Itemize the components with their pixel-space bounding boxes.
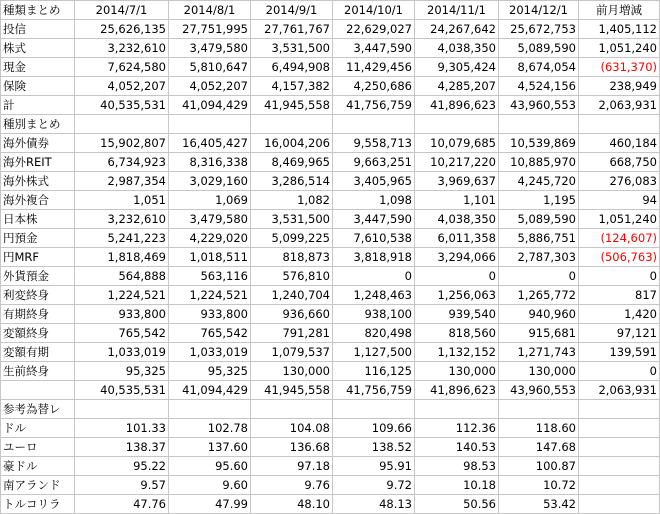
value-cell[interactable]: 4,285,207 xyxy=(415,77,499,96)
currency-label-cell[interactable]: トルコリラ xyxy=(1,495,75,514)
value-cell[interactable]: 3,531,500 xyxy=(251,210,333,229)
currency-label-cell[interactable]: ユーロ xyxy=(1,438,75,457)
total-value-cell[interactable]: 40,535,531 xyxy=(75,381,169,400)
empty-cell[interactable] xyxy=(579,419,660,438)
value-cell[interactable]: 4,038,350 xyxy=(415,39,499,58)
rate-cell[interactable]: 140.53 xyxy=(415,438,499,457)
value-cell[interactable]: 27,751,995 xyxy=(169,20,251,39)
currency-label-cell[interactable]: 豪ドル xyxy=(1,457,75,476)
total-value-cell[interactable]: 43,960,553 xyxy=(499,381,579,400)
rate-cell[interactable]: 95.60 xyxy=(169,457,251,476)
value-cell[interactable]: 4,038,350 xyxy=(415,210,499,229)
row-label-cell[interactable]: 保険 xyxy=(1,77,75,96)
currency-label-cell[interactable]: ドル xyxy=(1,419,75,438)
value-cell[interactable]: 10,217,220 xyxy=(415,153,499,172)
section-title-fx[interactable]: 参考為替レ xyxy=(1,400,75,419)
value-cell[interactable]: 22,629,027 xyxy=(333,20,415,39)
value-cell[interactable]: 10,539,869 xyxy=(499,134,579,153)
value-cell[interactable]: 933,800 xyxy=(169,305,251,324)
value-cell[interactable]: 3,818,918 xyxy=(333,248,415,267)
value-cell[interactable]: 1,195 xyxy=(499,191,579,210)
value-cell[interactable]: 818,560 xyxy=(415,324,499,343)
change-cell[interactable]: 139,591 xyxy=(579,343,660,362)
value-cell[interactable]: 25,626,135 xyxy=(75,20,169,39)
value-cell[interactable]: 1,098 xyxy=(333,191,415,210)
value-cell[interactable]: 3,479,580 xyxy=(169,210,251,229)
empty-cell[interactable] xyxy=(169,400,251,419)
value-cell[interactable]: 3,531,500 xyxy=(251,39,333,58)
change-cell[interactable]: 668,750 xyxy=(579,153,660,172)
value-cell[interactable]: 1,033,019 xyxy=(169,343,251,362)
empty-cell[interactable] xyxy=(579,457,660,476)
value-cell[interactable]: 3,294,066 xyxy=(415,248,499,267)
empty-cell[interactable] xyxy=(579,115,660,134)
header-row xyxy=(1,1,660,20)
table-row xyxy=(1,172,660,191)
total-value-cell[interactable]: 41,756,759 xyxy=(333,381,415,400)
fx-row xyxy=(1,419,660,438)
fx-row xyxy=(1,476,660,495)
row-label-cell[interactable]: 変額有期 xyxy=(1,343,75,362)
value-cell[interactable]: 1,256,063 xyxy=(415,286,499,305)
value-cell[interactable]: 1,051 xyxy=(75,191,169,210)
value-cell[interactable]: 15,902,807 xyxy=(75,134,169,153)
rate-cell[interactable]: 101.33 xyxy=(75,419,169,438)
value-cell[interactable]: 3,405,965 xyxy=(333,172,415,191)
rate-cell[interactable]: 147.68 xyxy=(499,438,579,457)
table-row xyxy=(1,229,660,248)
value-cell[interactable]: 1,224,521 xyxy=(75,286,169,305)
rate-cell[interactable]: 9.57 xyxy=(75,476,169,495)
value-cell[interactable]: 4,245,720 xyxy=(499,172,579,191)
section-row xyxy=(1,115,660,134)
rate-cell[interactable]: 137.60 xyxy=(169,438,251,457)
fx-row xyxy=(1,495,660,514)
row-label-cell[interactable]: 海外複合 xyxy=(1,191,75,210)
value-cell[interactable]: 3,232,610 xyxy=(75,39,169,58)
rate-cell[interactable]: 47.99 xyxy=(169,495,251,514)
value-cell[interactable]: 5,886,751 xyxy=(499,229,579,248)
value-cell[interactable]: 1,248,463 xyxy=(333,286,415,305)
empty-cell[interactable] xyxy=(415,400,499,419)
rate-cell[interactable]: 95.22 xyxy=(75,457,169,476)
value-cell[interactable]: 27,761,767 xyxy=(251,20,333,39)
change-cell[interactable]: 1,051,240 xyxy=(579,210,660,229)
value-cell[interactable]: 1,018,511 xyxy=(169,248,251,267)
row-label-cell[interactable]: 計 xyxy=(1,96,75,115)
row-label-cell[interactable]: 日本株 xyxy=(1,210,75,229)
value-cell[interactable]: 3,479,580 xyxy=(169,39,251,58)
value-cell[interactable]: 116,125 xyxy=(333,362,415,381)
table-row xyxy=(1,286,660,305)
date-header-cell[interactable]: 2014/7/1 xyxy=(75,1,169,20)
change-cell[interactable]: 94 xyxy=(579,191,660,210)
value-cell[interactable]: 7,624,580 xyxy=(75,58,169,77)
value-cell[interactable]: 10,885,970 xyxy=(499,153,579,172)
date-header-cell[interactable]: 2014/9/1 xyxy=(251,1,333,20)
value-cell[interactable]: 933,800 xyxy=(75,305,169,324)
row-label-cell[interactable]: 生前終身 xyxy=(1,362,75,381)
value-cell[interactable]: 0 xyxy=(415,267,499,286)
value-cell[interactable]: 41,094,429 xyxy=(169,96,251,115)
value-cell[interactable]: 1,082 xyxy=(251,191,333,210)
total-row xyxy=(1,381,660,400)
empty-cell[interactable] xyxy=(75,400,169,419)
value-cell[interactable]: 4,052,207 xyxy=(75,77,169,96)
rate-cell[interactable]: 9.72 xyxy=(333,476,415,495)
date-header-cell[interactable]: 2014/11/1 xyxy=(415,1,499,20)
total-value-cell[interactable]: 41,896,623 xyxy=(415,381,499,400)
rate-cell[interactable]: 136.68 xyxy=(251,438,333,457)
value-cell[interactable]: 8,316,338 xyxy=(169,153,251,172)
value-cell[interactable]: 9,305,424 xyxy=(415,58,499,77)
value-cell[interactable]: 6,494,908 xyxy=(251,58,333,77)
empty-cell[interactable] xyxy=(499,400,579,419)
value-cell[interactable]: 3,447,590 xyxy=(333,39,415,58)
value-cell[interactable]: 3,447,590 xyxy=(333,210,415,229)
value-cell[interactable]: 4,229,020 xyxy=(169,229,251,248)
currency-label-cell[interactable]: 南アランド xyxy=(1,476,75,495)
value-cell[interactable]: 576,810 xyxy=(251,267,333,286)
rate-cell[interactable]: 97.18 xyxy=(251,457,333,476)
rate-cell[interactable]: 10.18 xyxy=(415,476,499,495)
value-cell[interactable]: 1,224,521 xyxy=(169,286,251,305)
row-label-cell[interactable]: 有期終身 xyxy=(1,305,75,324)
empty-cell[interactable] xyxy=(579,400,660,419)
table-row xyxy=(1,362,660,381)
value-cell[interactable]: 41,756,759 xyxy=(333,96,415,115)
empty-cell[interactable] xyxy=(333,400,415,419)
rate-cell[interactable]: 53.42 xyxy=(499,495,579,514)
value-cell[interactable]: 0 xyxy=(333,267,415,286)
value-cell[interactable]: 939,540 xyxy=(415,305,499,324)
value-cell[interactable]: 6,734,923 xyxy=(75,153,169,172)
value-cell[interactable]: 4,157,382 xyxy=(251,77,333,96)
rate-cell[interactable]: 95.91 xyxy=(333,457,415,476)
value-cell[interactable]: 16,405,427 xyxy=(169,134,251,153)
value-cell[interactable]: 1,240,704 xyxy=(251,286,333,305)
row-label-cell[interactable]: 円預金 xyxy=(1,229,75,248)
value-cell[interactable]: 915,681 xyxy=(499,324,579,343)
row-label-cell[interactable]: 利変終身 xyxy=(1,286,75,305)
value-cell[interactable]: 41,945,558 xyxy=(251,96,333,115)
rate-cell[interactable]: 102.78 xyxy=(169,419,251,438)
empty-cell[interactable] xyxy=(333,115,415,134)
empty-cell[interactable] xyxy=(499,115,579,134)
rate-cell[interactable]: 109.66 xyxy=(333,419,415,438)
rate-cell[interactable]: 48.13 xyxy=(333,495,415,514)
rate-cell[interactable]: 112.36 xyxy=(415,419,499,438)
rate-cell[interactable]: 9.60 xyxy=(169,476,251,495)
change-cell[interactable]: 97,121 xyxy=(579,324,660,343)
table-row xyxy=(1,134,660,153)
change-cell[interactable]: 238,949 xyxy=(579,77,660,96)
value-cell[interactable]: 6,011,358 xyxy=(415,229,499,248)
section-title-types[interactable]: 種類まとめ xyxy=(1,1,75,20)
value-cell[interactable]: 7,610,538 xyxy=(333,229,415,248)
value-cell[interactable]: 9,558,713 xyxy=(333,134,415,153)
value-cell[interactable]: 1,101 xyxy=(415,191,499,210)
value-cell[interactable]: 8,469,965 xyxy=(251,153,333,172)
value-cell[interactable]: 1,132,152 xyxy=(415,343,499,362)
value-cell[interactable]: 4,250,686 xyxy=(333,77,415,96)
table-row xyxy=(1,20,660,39)
table-row xyxy=(1,191,660,210)
value-cell[interactable]: 2,987,354 xyxy=(75,172,169,191)
value-cell[interactable]: 11,429,456 xyxy=(333,58,415,77)
value-cell[interactable]: 9,663,251 xyxy=(333,153,415,172)
value-cell[interactable]: 5,089,590 xyxy=(499,210,579,229)
section-title-categories[interactable]: 種別まとめ xyxy=(1,115,75,134)
table-row xyxy=(1,324,660,343)
rate-cell[interactable]: 138.37 xyxy=(75,438,169,457)
table-row xyxy=(1,153,660,172)
change-cell[interactable]: 1,420 xyxy=(579,305,660,324)
value-cell[interactable]: 765,542 xyxy=(169,324,251,343)
value-cell[interactable]: 4,524,156 xyxy=(499,77,579,96)
value-cell[interactable]: 1,818,469 xyxy=(75,248,169,267)
change-cell[interactable]: 2,063,931 xyxy=(579,96,660,115)
value-cell[interactable]: 25,672,753 xyxy=(499,20,579,39)
rate-cell[interactable]: 10.72 xyxy=(499,476,579,495)
value-cell[interactable]: 24,267,642 xyxy=(415,20,499,39)
empty-cell[interactable] xyxy=(169,115,251,134)
total-row xyxy=(1,96,660,115)
value-cell[interactable]: 5,241,223 xyxy=(75,229,169,248)
change-header-cell[interactable]: 前月増減 xyxy=(579,1,660,20)
table-row xyxy=(1,267,660,286)
value-cell[interactable]: 1,265,772 xyxy=(499,286,579,305)
table-row xyxy=(1,58,660,77)
change-cell[interactable]: 276,083 xyxy=(579,172,660,191)
table-row xyxy=(1,39,660,58)
empty-cell[interactable] xyxy=(1,381,75,400)
value-cell[interactable]: 3,969,637 xyxy=(415,172,499,191)
value-cell[interactable]: 1,271,743 xyxy=(499,343,579,362)
rate-cell[interactable]: 138.52 xyxy=(333,438,415,457)
value-cell[interactable]: 5,089,590 xyxy=(499,39,579,58)
empty-cell[interactable] xyxy=(579,476,660,495)
change-cell[interactable]: 0 xyxy=(579,362,660,381)
change-cell[interactable]: (124,607) xyxy=(579,229,660,248)
value-cell[interactable]: 16,004,206 xyxy=(251,134,333,153)
table-row xyxy=(1,343,660,362)
empty-cell[interactable] xyxy=(251,400,333,419)
table-row xyxy=(1,77,660,96)
value-cell[interactable]: 940,960 xyxy=(499,305,579,324)
value-cell[interactable]: 5,810,647 xyxy=(169,58,251,77)
value-cell[interactable]: 3,286,514 xyxy=(251,172,333,191)
empty-cell[interactable] xyxy=(251,115,333,134)
change-cell[interactable]: (631,370) xyxy=(579,58,660,77)
value-cell[interactable]: 40,535,531 xyxy=(75,96,169,115)
row-label-cell[interactable]: 株式 xyxy=(1,39,75,58)
value-cell[interactable]: 95,325 xyxy=(169,362,251,381)
row-label-cell[interactable]: 外貨預金 xyxy=(1,267,75,286)
value-cell[interactable]: 1,033,019 xyxy=(75,343,169,362)
row-label-cell[interactable]: 海外REIT xyxy=(1,153,75,172)
empty-cell[interactable] xyxy=(579,438,660,457)
total-value-cell[interactable]: 41,945,558 xyxy=(251,381,333,400)
empty-cell[interactable] xyxy=(75,115,169,134)
empty-cell[interactable] xyxy=(579,495,660,514)
value-cell[interactable]: 3,029,160 xyxy=(169,172,251,191)
value-cell[interactable]: 938,100 xyxy=(333,305,415,324)
value-cell[interactable]: 791,281 xyxy=(251,324,333,343)
rate-cell[interactable]: 47.76 xyxy=(75,495,169,514)
total-value-cell[interactable]: 41,094,429 xyxy=(169,381,251,400)
value-cell[interactable]: 3,232,610 xyxy=(75,210,169,229)
section-row xyxy=(1,400,660,419)
total-change-cell[interactable]: 2,063,931 xyxy=(579,381,660,400)
value-cell[interactable]: 1,069 xyxy=(169,191,251,210)
table-row xyxy=(1,248,660,267)
row-label-cell[interactable]: 円MRF xyxy=(1,248,75,267)
change-cell[interactable]: 817 xyxy=(579,286,660,305)
value-cell[interactable]: 5,099,225 xyxy=(251,229,333,248)
row-label-cell[interactable]: 現金 xyxy=(1,58,75,77)
date-header-cell[interactable]: 2014/10/1 xyxy=(333,1,415,20)
value-cell[interactable]: 820,498 xyxy=(333,324,415,343)
value-cell[interactable]: 95,325 xyxy=(75,362,169,381)
value-cell[interactable]: 1,079,537 xyxy=(251,343,333,362)
value-cell[interactable]: 41,896,623 xyxy=(415,96,499,115)
fx-row xyxy=(1,438,660,457)
row-label-cell[interactable]: 変額終身 xyxy=(1,324,75,343)
rate-cell[interactable]: 100.87 xyxy=(499,457,579,476)
value-cell[interactable]: 563,116 xyxy=(169,267,251,286)
change-cell[interactable]: 1,405,112 xyxy=(579,20,660,39)
value-cell[interactable]: 936,660 xyxy=(251,305,333,324)
table-row xyxy=(1,305,660,324)
value-cell[interactable]: 10,079,685 xyxy=(415,134,499,153)
rate-cell[interactable]: 50.56 xyxy=(415,495,499,514)
value-cell[interactable]: 818,873 xyxy=(251,248,333,267)
row-label-cell[interactable]: 海外債券 xyxy=(1,134,75,153)
change-cell[interactable]: 0 xyxy=(579,267,660,286)
value-cell[interactable]: 130,000 xyxy=(251,362,333,381)
value-cell[interactable]: 2,787,303 xyxy=(499,248,579,267)
table-row xyxy=(1,210,660,229)
rate-cell[interactable]: 118.60 xyxy=(499,419,579,438)
change-cell[interactable]: (506,763) xyxy=(579,248,660,267)
value-cell[interactable]: 4,052,207 xyxy=(169,77,251,96)
value-cell[interactable]: 43,960,553 xyxy=(499,96,579,115)
value-cell[interactable]: 765,542 xyxy=(75,324,169,343)
rate-cell[interactable]: 104.08 xyxy=(251,419,333,438)
value-cell[interactable]: 564,888 xyxy=(75,267,169,286)
rate-cell[interactable]: 98.53 xyxy=(415,457,499,476)
value-cell[interactable]: 130,000 xyxy=(415,362,499,381)
fx-row xyxy=(1,457,660,476)
value-cell[interactable]: 130,000 xyxy=(499,362,579,381)
row-label-cell[interactable]: 投信 xyxy=(1,20,75,39)
rate-cell[interactable]: 48.10 xyxy=(251,495,333,514)
empty-cell[interactable] xyxy=(415,115,499,134)
date-header-cell[interactable]: 2014/12/1 xyxy=(499,1,579,20)
date-header-cell[interactable]: 2014/8/1 xyxy=(169,1,251,20)
change-cell[interactable]: 460,184 xyxy=(579,134,660,153)
value-cell[interactable]: 0 xyxy=(499,267,579,286)
rate-cell[interactable]: 9.76 xyxy=(251,476,333,495)
change-cell[interactable]: 1,051,240 xyxy=(579,39,660,58)
value-cell[interactable]: 1,127,500 xyxy=(333,343,415,362)
value-cell[interactable]: 8,674,054 xyxy=(499,58,579,77)
row-label-cell[interactable]: 海外株式 xyxy=(1,172,75,191)
